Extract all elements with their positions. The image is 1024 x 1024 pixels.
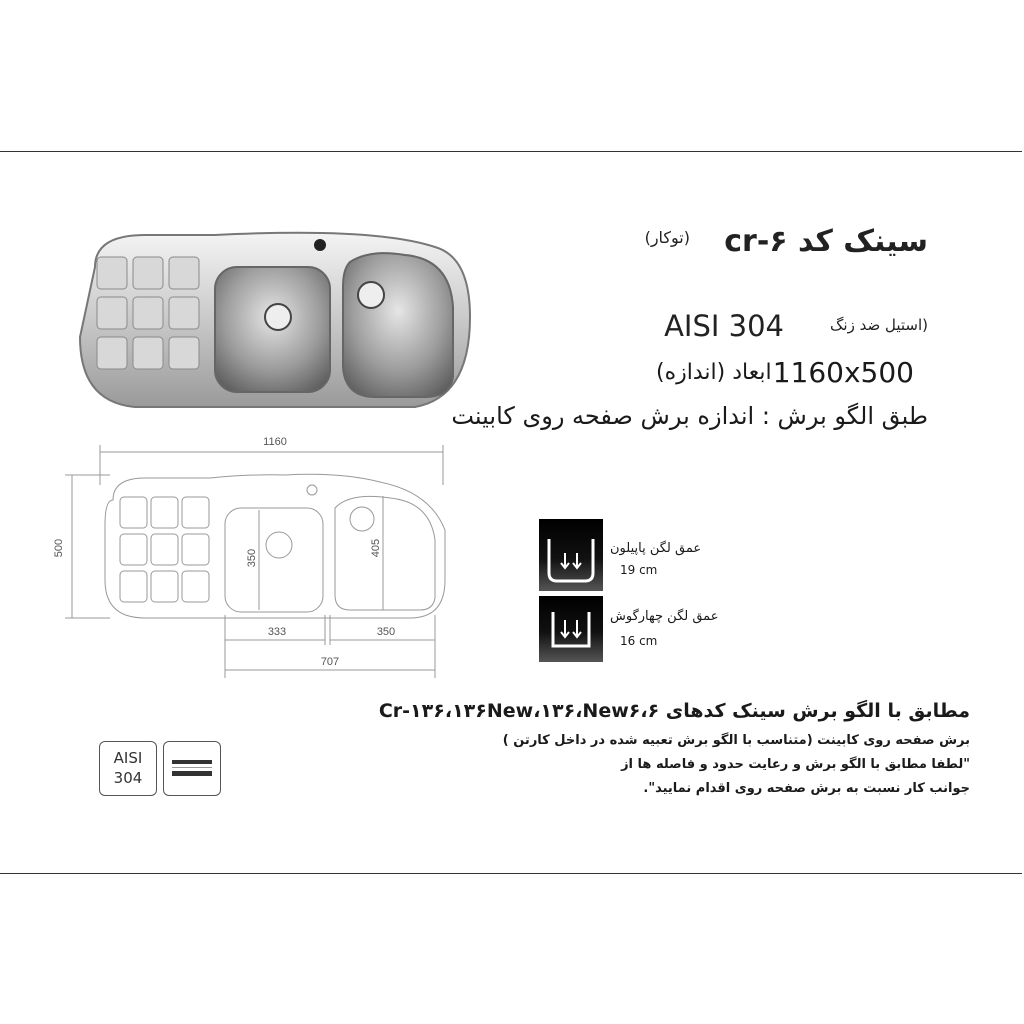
dim-right-bowl-depth: 405 xyxy=(370,538,382,558)
depth-label-deep: عمق لگن پاپیلون xyxy=(610,541,702,556)
product-title: سینک کد cr-۶ xyxy=(724,224,928,259)
cut-note-line-2: "لطفا مطابق با الگو برش و رعایت حدود و فاصله ها از xyxy=(621,757,970,772)
depth-value-square: 16 cm xyxy=(620,634,658,648)
cut-note-line-3: جوانب کار نسبت به برش صفحه روی اقدام نمایید". xyxy=(643,781,970,796)
cut-note-line-1: برش صفحه روی کابینت (متناسب با الگو برش تعبیه شده در داخل کارتن ) xyxy=(502,733,970,748)
dim-right-bowl-width: 350 xyxy=(376,626,396,638)
square-bowl-icon xyxy=(539,596,603,662)
material-note: (استیل ضد زنگ xyxy=(830,316,928,334)
depth-label-square: عمق لگن چهارگوش xyxy=(610,609,719,624)
compatible-models-note: مطابق با الگو برش سینک کدهای Cr-۱۳۶،۱۳۶New،۱۳۶،New۶،۶ xyxy=(378,700,970,722)
dim-bowls-span: 707 xyxy=(320,656,340,668)
material-badge-top: AISI xyxy=(113,749,143,767)
dim-height: 500 xyxy=(53,538,65,558)
dimensions-label: : ابعاد (اندازه) xyxy=(656,360,786,385)
sink-photo xyxy=(75,227,473,412)
material-badge-bottom: 304 xyxy=(113,769,143,787)
deep-bowl-icon xyxy=(539,519,603,591)
material-badge xyxy=(99,741,157,796)
install-type: (توکار) xyxy=(644,228,690,247)
cut-template-note: طبق الگو برش : اندازه برش صفحه روی کابینت xyxy=(451,402,928,430)
dim-left-bowl-depth: 350 xyxy=(246,548,258,568)
material-grade: AISI 304 xyxy=(664,309,784,343)
dim-left-bowl-width: 333 xyxy=(267,626,287,638)
dim-total-width: 1160 xyxy=(263,436,287,448)
sheet-thickness-icon xyxy=(163,741,221,796)
dimensions-value: 1160x500 xyxy=(772,356,914,389)
technical-drawing xyxy=(50,430,460,680)
depth-value-deep: 19 cm xyxy=(620,563,658,577)
